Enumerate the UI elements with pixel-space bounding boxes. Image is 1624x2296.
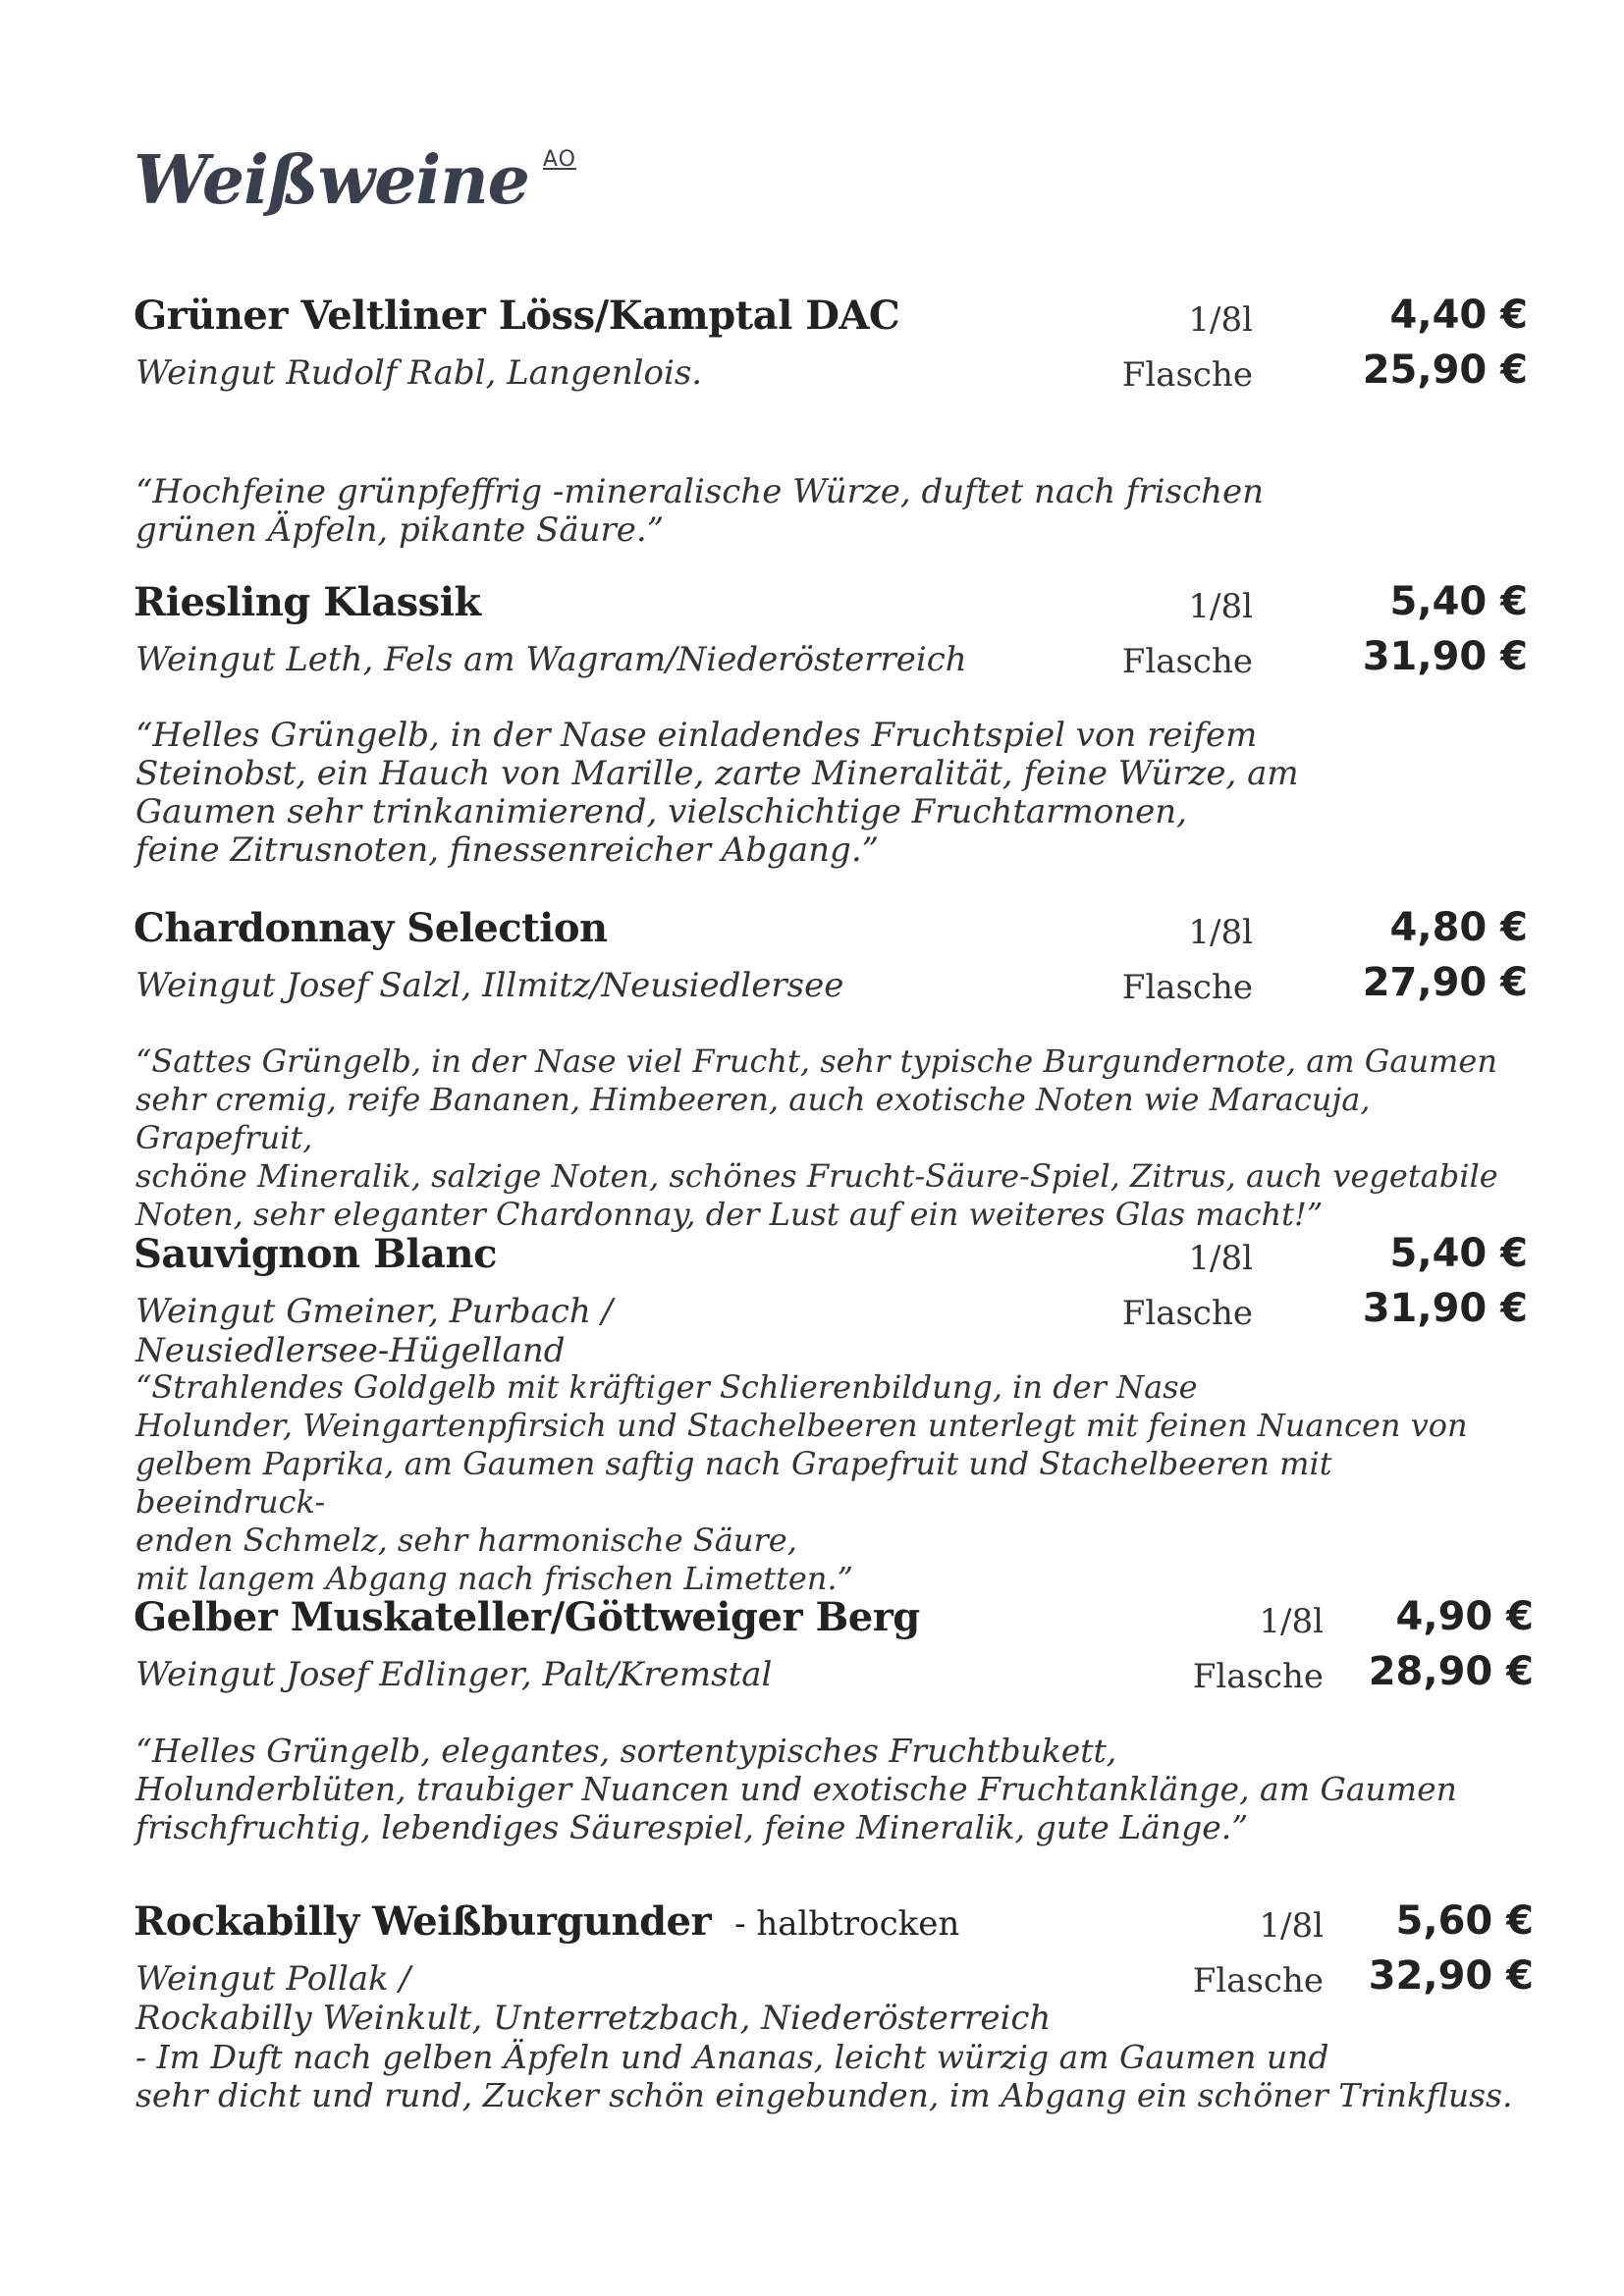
bottle-label: Flasche bbox=[1121, 642, 1253, 681]
glass-price: 4,40 € bbox=[1389, 293, 1528, 338]
glass-size: 1/8l bbox=[1259, 1906, 1324, 1946]
glass-price: 5,60 € bbox=[1395, 1898, 1534, 1944]
wine-entry bbox=[134, 1898, 1534, 2114]
producer: Weingut Pollak / Rockabilly Weinkult, Unterretzbach, Niederösterreich bbox=[135, 1959, 1052, 2038]
wine-entry bbox=[134, 1231, 1528, 1597]
title-mark: AO bbox=[542, 147, 576, 172]
glass-price: 5,40 € bbox=[1389, 1231, 1528, 1276]
page-title bbox=[134, 141, 576, 220]
producer: Weingut Gmeiner, Purbach / Neusiedlersee-Hügelland bbox=[135, 1292, 614, 1370]
glass-price: 5,40 € bbox=[1389, 579, 1528, 624]
wine-name: Grüner Veltliner Löss/Kamptal DAC bbox=[134, 293, 900, 339]
bottle-label: Flasche bbox=[1192, 1657, 1324, 1696]
bottle-price: 31,90 € bbox=[1362, 634, 1528, 679]
wine-name: Rockabilly Weißburgunder - halbtrocken bbox=[134, 1898, 960, 1945]
wine-name: Gelber Muskateller/Göttweiger Berg bbox=[134, 1594, 920, 1640]
page-title-text: Weißweine bbox=[134, 141, 529, 220]
wine-entry bbox=[134, 1594, 1534, 1846]
producer: Weingut Josef Salzl, Illmitz/Neusiedlersee bbox=[135, 966, 844, 1005]
bottle-price: 31,90 € bbox=[1362, 1286, 1528, 1331]
glass-size: 1/8l bbox=[1259, 1602, 1324, 1641]
bottle-label: Flasche bbox=[1121, 355, 1253, 395]
bottle-label: Flasche bbox=[1121, 1294, 1253, 1333]
producer: Weingut Josef Edlinger, Palt/Kremstal bbox=[135, 1655, 773, 1694]
bottle-price: 25,90 € bbox=[1362, 347, 1528, 393]
wine-entry bbox=[134, 293, 1528, 550]
glass-size: 1/8l bbox=[1188, 300, 1253, 340]
wine-description: “Sattes Grüngelb, in der Nase viel Frucht, sehr typische Burgundernote, am Gaumen sehr cremig, reife Bananen, Himbeeren, auch exotische Noten wie Maracuja, Grapefruit, schöne Mineralik, salzige Noten, schönes Frucht-Säure-Spiel, Zitrus, auch vegetabile Noten, sehr eleganter Chardonnay, der Lust auf ein weiteres Glas macht!” bbox=[135, 1042, 1498, 1233]
wine-description: “Helles Grüngelb, in der Nase einladendes Fruchtspiel von reifem Steinobst, ein Hauch von Marille, zarte Mineralität, feine Würze, am Gaumen sehr trinkanimierend, vielschichtige Fruchtarmonen, feine Zitrusnoten, finessenreicher Abgang.” bbox=[135, 716, 1299, 870]
wine-note: - halbtrocken bbox=[734, 1904, 960, 1944]
glass-price: 4,80 € bbox=[1389, 905, 1528, 950]
wine-entry bbox=[134, 905, 1528, 1233]
bottle-price: 27,90 € bbox=[1362, 960, 1528, 1005]
glass-size: 1/8l bbox=[1188, 1239, 1253, 1278]
wine-entry bbox=[134, 579, 1528, 870]
glass-size: 1/8l bbox=[1188, 913, 1253, 952]
wine-description: “Helles Grüngelb, elegantes, sortentypisches Fruchtbukett, Holunderblüten, traubiger Nuancen und exotische Fruchtanklänge, am Gaumen frischfruchtig, lebendiges Säurespiel, feine Mineralik, gute Länge.” bbox=[135, 1732, 1457, 1846]
wine-name: Chardonnay Selection bbox=[134, 905, 608, 951]
bottle-label: Flasche bbox=[1192, 1961, 1324, 2001]
wine-description: - Im Duft nach gelben Äpfeln und Ananas, leicht würzig am Gaumen und sehr dicht und rund, Zucker schön eingebunden, im Abgang ein schöner Trinkfluss. bbox=[135, 2038, 1513, 2114]
glass-price: 4,90 € bbox=[1395, 1594, 1534, 1639]
wine-description: “Strahlendes Goldgelb mit kräftiger Schlierenbildung, in der Nase Holunder, Weingartenpfirsich und Stachelbeeren unterlegt mit feinen Nuancen von gelbem Paprika, am Gaumen saftig nach Grapefruit und Stachelbeeren mit beeindruck- enden Schmelz, sehr harmonische Säure, mit langem Abgang nach frischen Limetten.” bbox=[135, 1368, 1468, 1597]
wine-description: “Hochfeine grünpfeffrig -mineralische Würze, duftet nach frischen grünen Äpfeln, pikante Säure.” bbox=[135, 472, 1265, 550]
wine-name: Sauvignon Blanc bbox=[134, 1231, 497, 1277]
producer: Weingut Leth, Fels am Wagram/Niederösterreich bbox=[135, 640, 967, 679]
producer: Weingut Rudolf Rabl, Langenlois. bbox=[135, 353, 703, 393]
glass-size: 1/8l bbox=[1188, 587, 1253, 626]
bottle-price: 28,90 € bbox=[1368, 1649, 1534, 1694]
wine-name: Riesling Klassik bbox=[134, 579, 481, 625]
bottle-label: Flasche bbox=[1121, 968, 1253, 1007]
bottle-price: 32,90 € bbox=[1368, 1953, 1534, 1999]
